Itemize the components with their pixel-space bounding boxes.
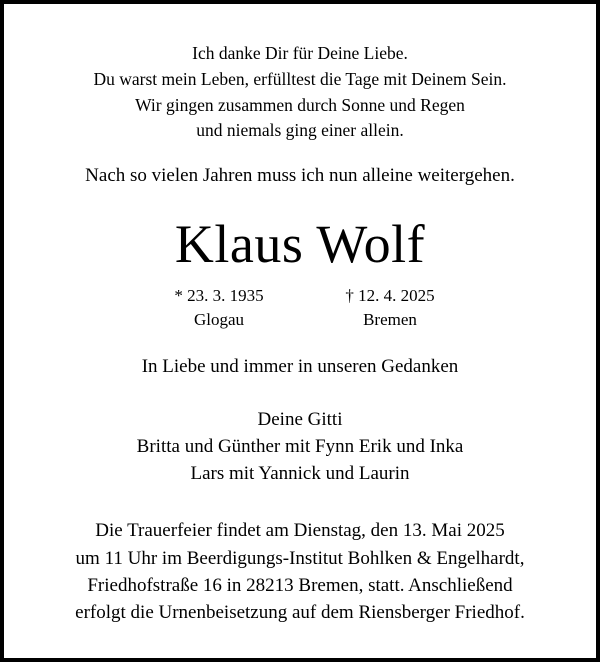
funeral-info-line: Friedhofstraße 16 in 28213 Bremen, statt. Anschließend — [87, 575, 513, 596]
poem-line: Ich danke Dir für Deine Liebe. — [192, 43, 408, 63]
birth-place: Glogau — [193, 310, 245, 329]
death-place: Bremen — [363, 310, 417, 329]
statement-text: Nach so vielen Jahren muss ich nun alleine weitergehen. — [85, 165, 515, 186]
mourner-line: Britta und Günther mit Fynn Erik und Inka — [136, 436, 464, 457]
poem-line: Wir gingen zusammen durch Sonne und Regen — [135, 95, 465, 115]
deceased-name: Klaus Wolf — [174, 214, 426, 274]
funeral-info-line: erfolgt die Urnenbeisetzung auf dem Riensberger Friedhof. — [75, 602, 525, 623]
birth-info — [154, 284, 284, 332]
mourner-line: Deine Gitti — [257, 409, 343, 430]
birth-date: * 23. 3. 1935 — [174, 286, 264, 305]
funeral-info-line: Die Trauerfeier findet am Dienstag, den 13. Mai 2025 — [95, 520, 505, 541]
remembrance-text: In Liebe und immer in unseren Gedanken — [141, 356, 459, 377]
death-info — [325, 284, 455, 332]
mourner-line: Lars mit Yannick und Laurin — [190, 463, 410, 484]
poem-line: Du warst mein Leben, erfülltest die Tage mit Deinem Sein. — [93, 69, 507, 89]
poem-line: und niemals ging einer allein. — [196, 120, 404, 140]
funeral-info-line: um 11 Uhr im Beerdigungs-Institut Bohlken & Engelhardt, — [75, 548, 525, 569]
death-date: † 12. 4. 2025 — [345, 286, 435, 305]
life-dates — [4, 284, 596, 332]
